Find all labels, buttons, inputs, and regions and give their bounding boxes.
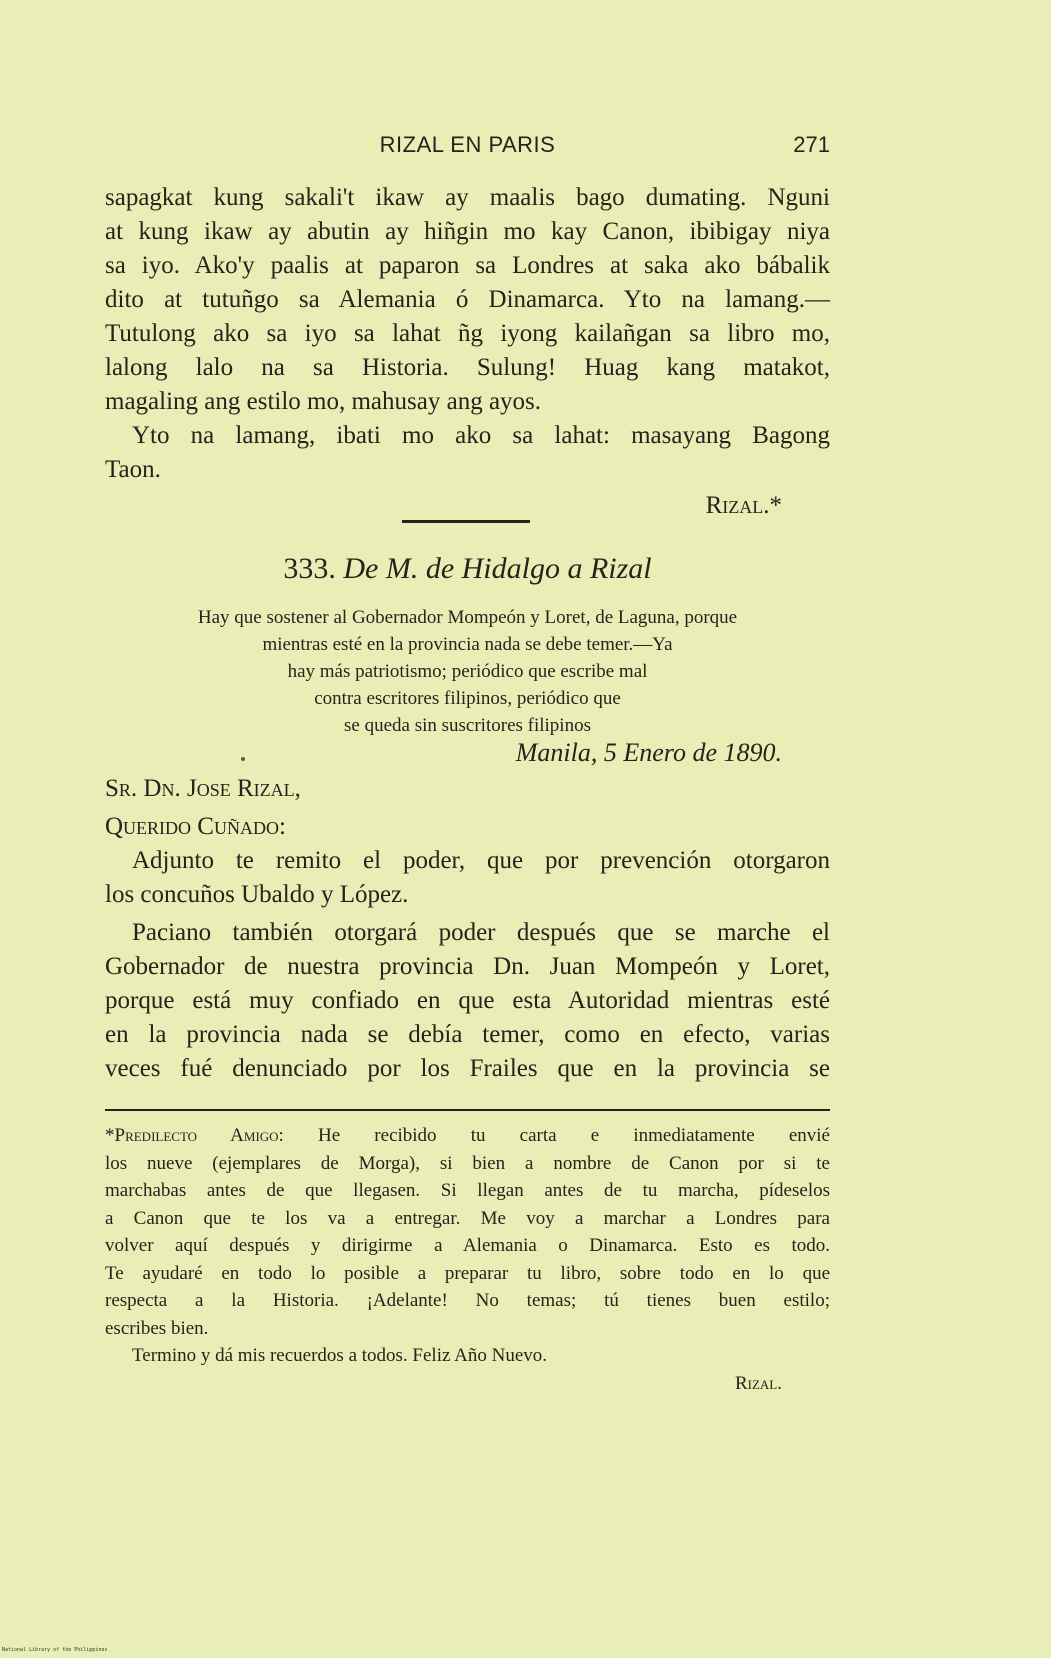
summary-line: Hay que sostener al Gobernador Mompeón y Loret, de Laguna, porque xyxy=(197,607,738,628)
footnote-signature: Rizal. xyxy=(734,1372,782,1394)
footnote-line: marchabas antes de que llegasen. Si llegan antes de tu marcha, pídeselos xyxy=(105,1180,830,1201)
text-line: magaling ang estilo mo, mahusay ang ayos. xyxy=(105,388,542,415)
salutation: Querido Cuñado: xyxy=(105,813,286,840)
footnote-line: Te ayudaré en todo lo posible a preparar tu libro, sobre todo en lo que xyxy=(105,1262,830,1284)
footnote xyxy=(105,1122,830,1397)
text-line: en la provincia nada se debía temer, como en efecto, varias xyxy=(105,1021,830,1048)
text-line: los concuños Ubaldo y López. xyxy=(105,881,409,908)
text-line: Tutulong ako sa iyo sa lahat ñg iyong kailañgan sa libro mo, xyxy=(105,320,830,347)
footnote-divider xyxy=(105,1109,830,1111)
letter-heading: De M. de Hidalgo a Rizal xyxy=(343,552,652,585)
tagalog-letter xyxy=(105,181,830,523)
library-credit: National Library of the Philippines xyxy=(2,1647,108,1653)
text-line: Adjunto te remito el poder, que por prevención otorgaron xyxy=(132,847,830,874)
text-line: at kung ikaw ay abutin ay hiñgin mo kay Canon, ibibigay niya xyxy=(105,218,830,245)
place-date: Manila, 5 Enero de 1890. xyxy=(515,738,782,767)
text-line: veces fué denunciado por los Frailes que en la provincia se xyxy=(105,1055,830,1082)
summary-line: contra escritores filipinos, periódico que xyxy=(314,688,621,709)
running-head: RIZAL EN PARIS xyxy=(379,132,556,157)
text-line: porque está muy confiado en que esta Autoridad mientras esté xyxy=(105,987,830,1014)
signature: Rizal.* xyxy=(705,492,782,519)
footnote-closing: Termino y dá mis recuerdos a todos. Feliz Año Nuevo. xyxy=(132,1345,548,1366)
footnote-line xyxy=(105,1122,830,1150)
text-line: dito at tutuñgo sa Alemania ó Dinamarca. Yto na lamang.— xyxy=(105,286,830,313)
summary-line: se queda sin suscritores filipinos xyxy=(344,715,591,736)
text-line: lalong lalo na sa Historia. Sulung! Huag kang matakot, xyxy=(105,354,830,381)
section-divider xyxy=(402,520,530,523)
footnote-line: a Canon que te los va a entregar. Me voy a marchar a Londres para xyxy=(105,1207,830,1229)
text-line: sa iyo. Ako'y paalis at paparon sa Londres at saka ako bábalik xyxy=(105,252,830,279)
footnote-line: volver aquí después y dirigirme a Alemania o Dinamarca. Esto es todo. xyxy=(105,1235,830,1256)
addressee: Sr. Dn. Jose Rizal, xyxy=(105,775,301,802)
letter-paragraph-2 xyxy=(105,916,830,1086)
summary-line: mientras esté en la provincia nada se debe temer.—Ya xyxy=(262,634,673,655)
footnote-text: He recibido tu carta e inmediatamente envié xyxy=(283,1125,830,1146)
text-line: sapagkat kung sakali't ikaw ay maalis bago dumating. Nguni xyxy=(105,184,830,211)
text-line: Yto na lamang, ibati mo ako sa lahat: masayang Bagong xyxy=(132,422,830,449)
letter-body xyxy=(105,736,830,1086)
footnote-line: respecta a la Historia. ¡Adelante! No temas; tú tienes buen estilo; xyxy=(105,1290,830,1311)
text-line: Gobernador de nuestra provincia Dn. Juan Mompeón y Loret, xyxy=(105,953,830,980)
letter-summary xyxy=(105,604,830,739)
tagalog-paragraph xyxy=(105,181,830,487)
text-line: Paciano también otorgará poder después que se marche el xyxy=(132,919,830,946)
page-header xyxy=(105,132,830,168)
letter-title xyxy=(105,552,830,586)
letter-number: 333. xyxy=(283,552,336,585)
footnote-lead: *Predilecto Amigo: xyxy=(105,1125,284,1146)
letter-paragraph-1 xyxy=(105,844,830,912)
text-line: Taon. xyxy=(105,456,161,483)
page-number: 271 xyxy=(793,132,830,157)
footnote-line: escribes bien. xyxy=(105,1317,209,1339)
summary-line: hay más patriotismo; periódico que escribe mal xyxy=(287,661,648,682)
footnote-line: los nueve (ejemplares de Morga), si bien a nombre de Canon por si te xyxy=(105,1152,830,1174)
